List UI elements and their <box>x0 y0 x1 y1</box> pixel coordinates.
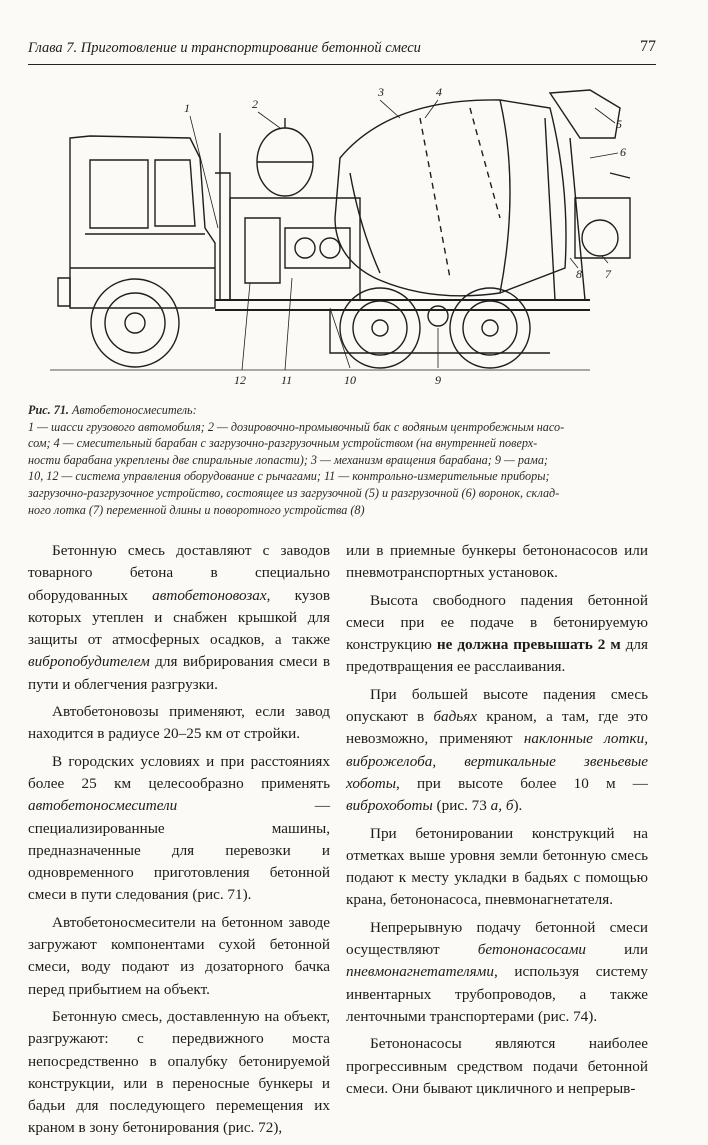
italic-term: пневмонагнетателями <box>346 963 494 981</box>
truck-mixer-drawing <box>30 78 670 398</box>
body-paragraph: Автобетоносмесители на бетонном заводе загружают компонентами сухой бетонной смеси, воду подают из дозаторного бачка перед прибытием на объект. <box>28 913 330 998</box>
callout-6: 6 <box>620 145 626 159</box>
bold-term: не должна превышать 2 м <box>436 636 621 654</box>
caption-line: сом; 4 — смесительный барабан с загрузочно-разгрузочным устройством (на внутренней поверх- <box>28 436 538 451</box>
body-paragraph: Бетонную смесь доставляют с заводов товарного бетона в специально оборудованных автобетоновозах, кузов которых утеплен и снабжен крышкой для защиты от атмосферных осадков, а также вибропобудителем для вибрирования смеси в пути и облегчения разгрузки. <box>28 542 331 693</box>
callout-1: 1 <box>184 101 190 115</box>
callout-9: 9 <box>435 373 441 387</box>
truck-mixer-figure <box>30 78 670 398</box>
callout-8: 8 <box>576 267 582 281</box>
caption-label: Рис. 71. <box>28 403 69 417</box>
body-paragraph: В городских условиях и при расстояниях более 25 км целесообразно применять автобетоносмесители — специализированные машины, предназначенные для перевозки и одновременного приготовления бетонной смеси в пути следования (рис. 71). <box>28 752 330 904</box>
body-paragraph: Автобетоновозы применяют, если завод находится в радиусе 20–25 км от стройки. <box>28 703 330 743</box>
callout-4: 4 <box>436 85 442 99</box>
caption-line: загрузочно-разгрузочное устройство, состоящее из загрузочной (5) и разгрузочной (6) воронок, склад- <box>28 485 560 500</box>
body-paragraph: Бетононасосы являются наиболее прогрессивным средством подачи бетонной смеси. Они бывают цикличного и непрерыв- <box>346 1035 648 1097</box>
italic-term: а, б <box>490 797 514 815</box>
callout-2: 2 <box>252 97 258 111</box>
page-number: 77 <box>640 38 656 55</box>
caption-line: ности барабана укреплены две спиральные лопасти); 3 — механизм вращения барабана; 9 — рама; <box>28 452 548 467</box>
caption-line: 1 — шасси грузового автомобиля; 2 — дозировочно-промывочный бак с водяным центробежным насо- <box>28 419 565 434</box>
right-text-column <box>346 540 648 1105</box>
body-paragraph: При большей высоте падения смесь опускают в бадьях краном, а там, где это невозможно, применяют наклонные лотки, виброжелоба, вертикальные звеньевые хоботы, при высоте более 10 м — виброхоботы (рис. 73 а, б). <box>346 685 648 815</box>
callout-3: 3 <box>378 85 384 99</box>
italic-term: вибропобудителем <box>28 653 150 671</box>
callout-7: 7 <box>605 267 611 281</box>
italic-term: автобетоновозах <box>152 586 267 604</box>
body-paragraph: При бетонировании конструкций на отметках выше уровня земли бетонную смесь подают к месту укладки в бадьях с помощью крана, бетононасоса, пневмонагнетателя. <box>346 824 648 909</box>
callout-11: 11 <box>281 373 293 387</box>
callout-12: 12 <box>234 373 246 387</box>
italic-term: наклонные лотки, виброжелоба, вертикальные звеньевые хоботы <box>346 730 648 792</box>
left-text-column <box>28 540 330 1145</box>
italic-term: автобетоносмесители <box>28 797 178 815</box>
italic-term: бадьях <box>433 708 478 726</box>
caption-title <box>28 402 658 419</box>
page-header <box>28 38 656 65</box>
body-paragraph: или в приемные бункеры бетононасосов или пневмотранспортных установок. <box>346 542 648 582</box>
caption-line: 10, 12 — система управления оборудование с рычагами; 11 — контрольно-измерительные приборы; <box>28 469 550 484</box>
italic-term: виброхоботы <box>346 797 433 815</box>
body-paragraph: Бетонную смесь, доставленную на объект, разгружают: с передвижного моста непосредственно в опалубку бетонируемой конструкции, или в переносные бункеры и бадьи для последующего перемещения их краном в зону бетонирования (рис. 72), <box>28 1007 330 1137</box>
callout-10: 10 <box>344 373 356 387</box>
figure-caption <box>28 402 658 518</box>
caption-title-text: Автобетоносмеситель: <box>72 403 197 417</box>
caption-line: ного лотка (7) переменной длины и поворотного устройства (8) <box>28 502 365 517</box>
chapter-title: Глава 7. Приготовление и транспортирование бетонной смеси <box>28 40 421 56</box>
italic-term: бетононасосами <box>477 941 586 959</box>
body-paragraph: Непрерывную подачу бетонной смеси осуществляют бетононасосами или пневмонагнетателями, используя систему инвентарных трубопроводов, а также ленточными транспортерами (рис. 74). <box>346 918 648 1025</box>
callout-5: 5 <box>616 117 622 131</box>
body-paragraph: Высота свободного падения бетонной смеси при ее подаче в бетонируемую конструкцию не должна превышать 2 м для предотвращения ее расслаивания. <box>346 591 649 676</box>
